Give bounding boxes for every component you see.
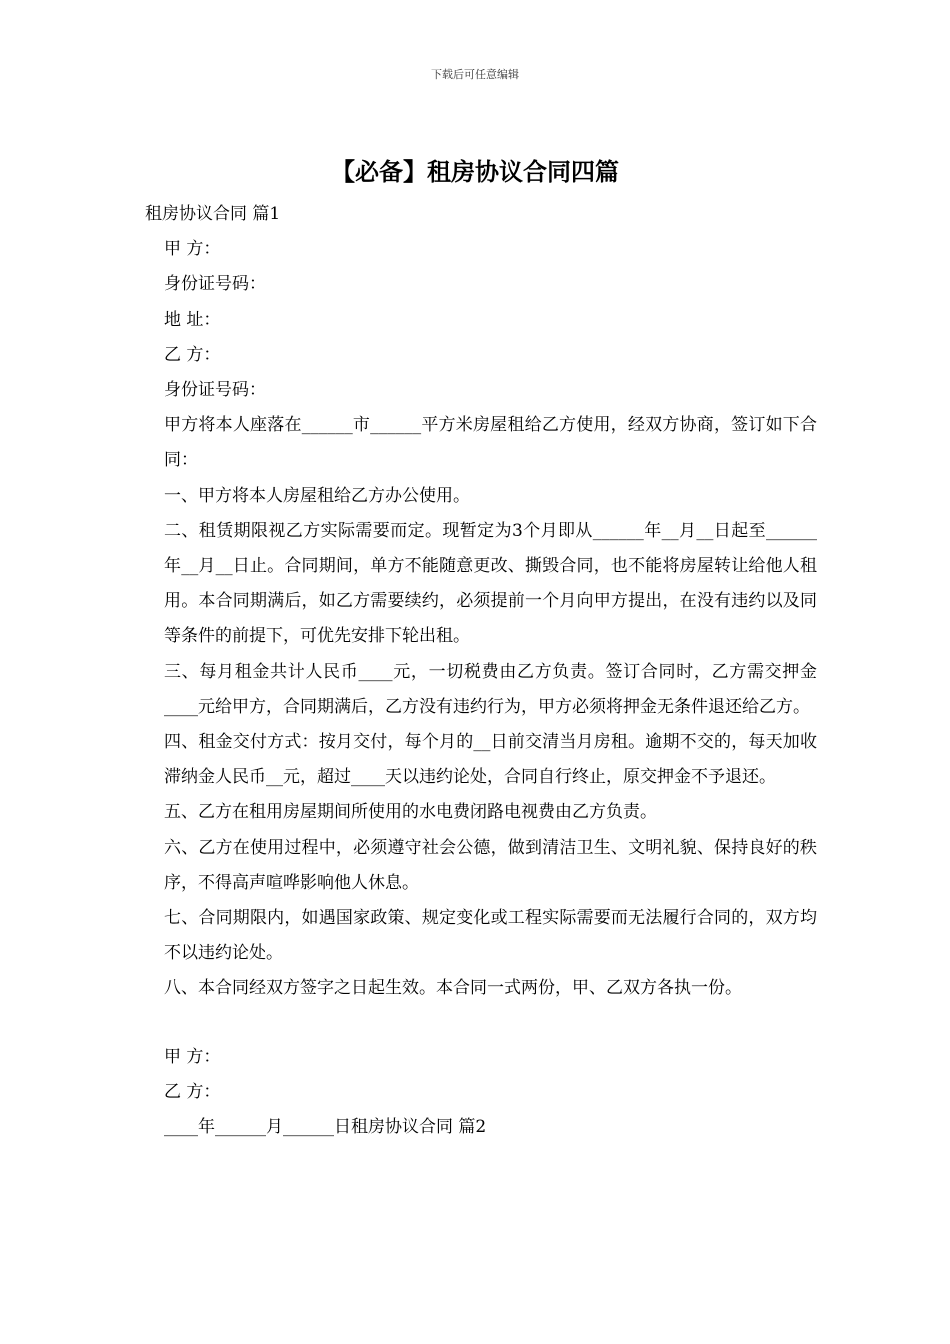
section-heading: 租房协议合同 篇1 bbox=[145, 204, 281, 224]
clause-3: 三、每月租金共计人民币____元，一切税费由乙方负责。签订合同时，乙方需交押金____元给甲方，合同期满后，乙方没有违约行为，甲方必须将押金无条件退还给乙方。 bbox=[164, 661, 817, 717]
signature-party-a: 甲 方： bbox=[164, 1046, 221, 1067]
clause-1: 一、甲方将本人房屋租给乙方办公使用。 bbox=[164, 485, 470, 506]
intro-paragraph: 甲方将本人座落在______市______平方米房屋租给乙方使用，经双方协商，签订如下合同： bbox=[164, 415, 817, 471]
clause-4: 四、租金交付方式：按月交付，每个月的__日前交清当月房租。逾期不交的，每天加收滞纳金人民币__元，超过____天以违约论处，合同自行终止，原交押金不予退还。 bbox=[164, 732, 817, 788]
document-title: 【必备】租房协议合同四篇 bbox=[331, 158, 619, 186]
document-body bbox=[145, 197, 817, 1145]
clause-2: 二、租赁期限视乙方实际需要而定。现暂定为3个月即从______年__月__日起至______年__月__日止。合同期间，单方不能随意更改、撕毁合同，也不能将房屋转让给他人租用。本合同期满后，如乙方需要续约，必须提前一个月向甲方提出，在没有违约以及同等条件的前提下，可优先安排下轮出租。 bbox=[164, 520, 817, 647]
clause-7: 七、合同期限内，如遇国家政策、规定变化或工程实际需要而无法履行合同的，双方均不以违约论处。 bbox=[164, 908, 817, 964]
date-line: ____年______月______日租房协议合同 篇2 bbox=[164, 1117, 487, 1138]
clause-5: 五、乙方在租用房屋期间所使用的水电费闭路电视费由乙方负责。 bbox=[164, 802, 657, 823]
address-field: 地 址： bbox=[164, 309, 221, 330]
signature-party-b: 乙 方： bbox=[164, 1081, 221, 1102]
page-header: 下载后可任意编辑 bbox=[431, 68, 519, 81]
party-a-id-field: 身份证号码： bbox=[164, 274, 266, 295]
clause-6: 六、乙方在使用过程中，必须遵守社会公德，做到清洁卫生、文明礼貌、保持良好的秩序，不得高声喧哗影响他人休息。 bbox=[164, 837, 817, 893]
party-b-id-field: 身份证号码： bbox=[164, 380, 266, 401]
party-a-field: 甲 方： bbox=[164, 239, 221, 260]
clause-8: 八、本合同经双方签字之日起生效。本合同一式两份，甲、乙双方各执一份。 bbox=[164, 978, 742, 999]
party-b-field: 乙 方： bbox=[164, 344, 221, 365]
spacer bbox=[145, 1007, 817, 1040]
